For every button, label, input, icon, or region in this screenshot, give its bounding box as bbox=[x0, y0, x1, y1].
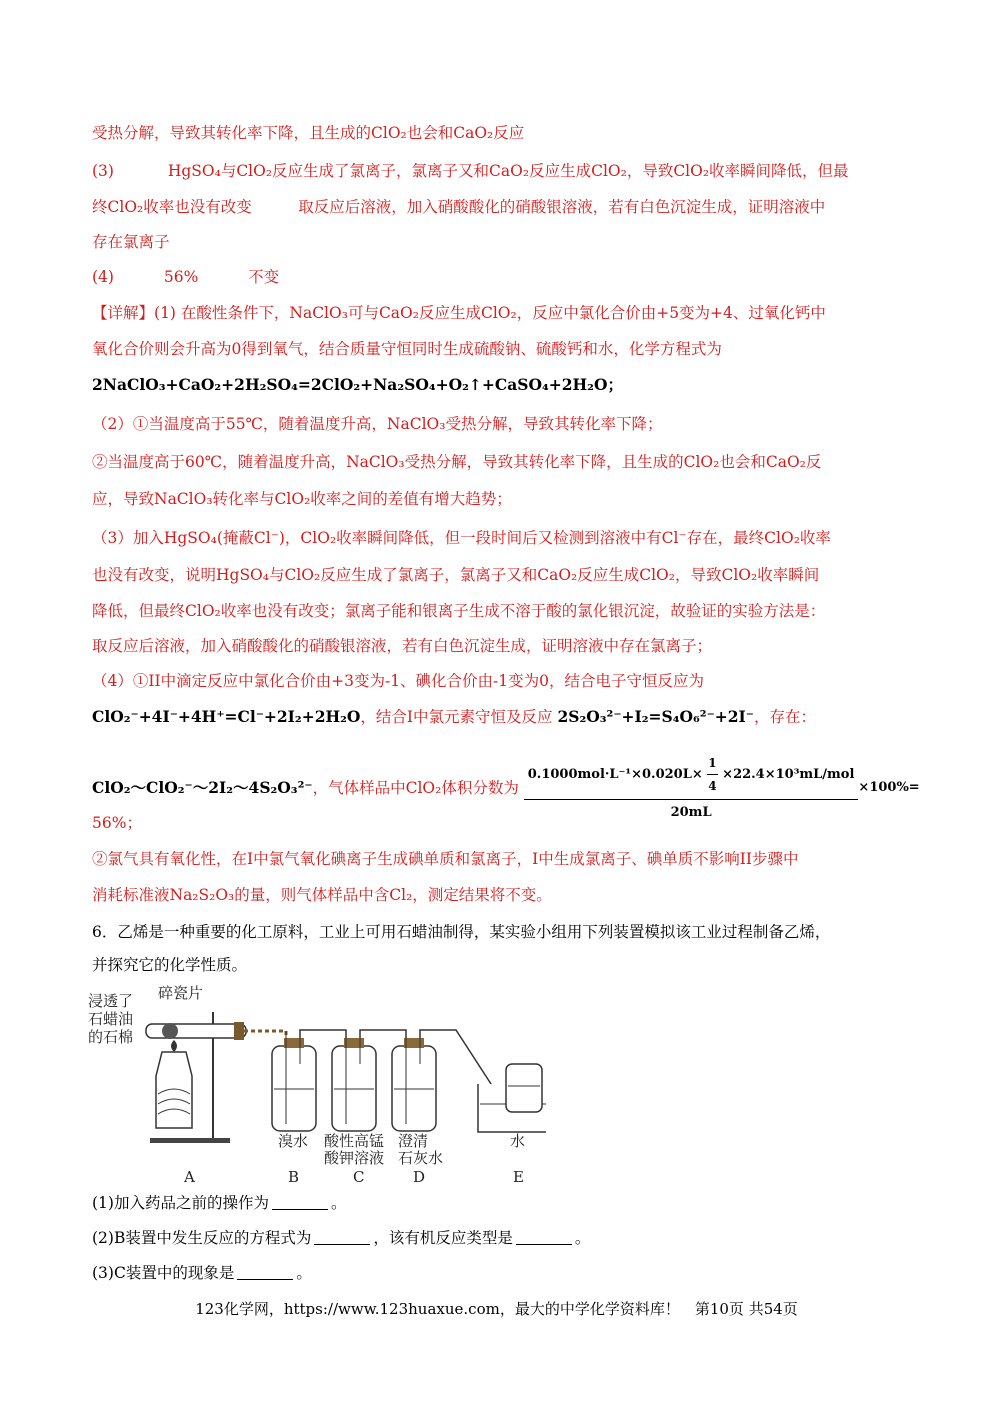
answer-line-5 bbox=[92, 266, 912, 288]
answer-value: 56% bbox=[163, 268, 199, 286]
answer-blank[interactable] bbox=[237, 1264, 293, 1280]
label-c-2: 酸钾溶液 bbox=[324, 1149, 385, 1167]
q6-stem-1: 6．乙烯是一种重要的化工原料，工业上可用石蜡油制得，某实验小组用下列装置模拟该工业过程制备乙烯， bbox=[92, 923, 831, 941]
q6-stem-2: 并探究它的化学性质。 bbox=[92, 956, 248, 974]
detail-p4f: 消耗标准液Na₂S₂O₃的量，则气体样品中含Cl₂，测定结果将不变。 bbox=[92, 886, 552, 904]
equation-2: ClO₂⁻+4I⁻+4H⁺=Cl⁻+2I₂+2H₂O bbox=[92, 707, 361, 726]
label-soaked-2: 石蜡油 bbox=[88, 1010, 134, 1028]
detail-p3a: （3）加入HgSO₄(掩蔽Cl⁻)，ClO₂收率瞬间降低，但一段时间后又检测到溶液中有Cl⁻存在，最终ClO₂收率 bbox=[92, 529, 831, 547]
detail-tag: 【详解】 bbox=[92, 304, 155, 322]
answer-number: (4) bbox=[92, 268, 114, 286]
label-porcelain: 碎瓷片 bbox=[158, 984, 204, 1002]
letter-d: D bbox=[413, 1168, 426, 1184]
letter-e: E bbox=[513, 1168, 524, 1184]
detail-p3b: 也没有改变，说明HgSO₄与ClO₂反应生成了氯离子，氯离子又和CaO₂反应生成ClO₂，导致ClO₂收率瞬间 bbox=[92, 566, 820, 584]
answer-blank[interactable] bbox=[516, 1229, 572, 1245]
detail-p1a: 【详解】(1) 在酸性条件下，NaClO₃可与CaO₂反应生成ClO₂，反应中氯化合价由+5变为+4、过氧化钙中 bbox=[92, 304, 826, 322]
label-d-1: 澄清 bbox=[398, 1132, 429, 1150]
detail-p4c: ClO₂～ClO₂⁻～2I₂～4S₂O₃²⁻，气体样品中ClO₂体积分数为 0.1000mol·L⁻¹×0.020L× $\frac{1}{4}$ ×22.4×10³mL/mol 20mL ×100%= bbox=[92, 752, 912, 802]
detail-p2b: ②当温度高于60℃，随着温度升高，NaClO₃受热分解，导致其转化率下降，且生成的ClO₂也会和CaO₂反 bbox=[92, 453, 822, 471]
label-soaked-1: 浸透了 bbox=[88, 992, 134, 1010]
detail-p4a: （4）①II中滴定反应中氯化合价由+3变为-1、碘化合价由-1变为0，结合电子守恒反应为 bbox=[92, 672, 705, 690]
bottle-b bbox=[272, 1038, 316, 1131]
answer-line-4: 存在氯离子 bbox=[92, 233, 170, 251]
answer-line-2 bbox=[92, 160, 912, 182]
detail-p3d: 取反应后溶液，加入硝酸酸化的硝酸银溶液，若有白色沉淀生成，证明溶液中存在氯离子； bbox=[92, 637, 713, 655]
q6-sub-2: (2)B装置中发生反应的方程式为 ，该有机反应类型是 。 bbox=[92, 1229, 591, 1247]
answer-line-1: 受热分解，导致其转化率下降，且生成的ClO₂也会和CaO₂反应 bbox=[92, 124, 525, 142]
answer-text: HgSO₄与ClO₂反应生成了氯离子，氯离子又和CaO₂反应生成ClO₂，导致ClO₂收率瞬间降低，但最 bbox=[167, 162, 849, 180]
equation-4: ClO₂～ClO₂⁻～2I₂～4S₂O₃²⁻ bbox=[92, 778, 313, 797]
label-b: 溴水 bbox=[278, 1132, 309, 1150]
letter-b: B bbox=[288, 1168, 300, 1184]
q6-sub-1: (1)加入药品之前的操作为 。 bbox=[92, 1194, 347, 1212]
detail-p3c: 降低，但最终ClO₂收率也没有改变；氯离子能和银离子生成不溶于酸的氯化银沉淀，故验证的实验方法是： bbox=[92, 602, 826, 620]
q6-sub-3: (3)C装置中的现象是 。 bbox=[92, 1264, 312, 1282]
detail-p4b: ClO₂⁻+4I⁻+4H⁺=Cl⁻+2I₂+2H₂O，结合I中氯元素守恒及反应 2S₂O₃²⁻+I₂=S₄O₆²⁻+2I⁻，存在： bbox=[92, 707, 816, 726]
answer-number: (3) bbox=[92, 162, 114, 180]
trough-e bbox=[478, 1064, 546, 1132]
detail-p2a: （2）①当温度高于55℃，随着温度升高，NaClO₃受热分解，导致其转化率下降； bbox=[92, 415, 663, 433]
letter-a: A bbox=[184, 1168, 195, 1184]
label-e: 水 bbox=[510, 1132, 526, 1150]
quarter-fraction: $\frac{1}{4}$ bbox=[707, 752, 717, 797]
detail-p4d: 56%； bbox=[92, 814, 142, 832]
equation-3: 2S₂O₃²⁻+I₂=S₄O₆²⁻+2I⁻ bbox=[557, 707, 754, 726]
detail-p4e: ②氯气具有氧化性，在I中氯气氧化碘离子生成碘单质和氯离子，I中生成氯离子、碘单质不影响II步骤中 bbox=[92, 850, 799, 868]
volume-fraction: 0.1000mol·L⁻¹×0.020L× $\frac{1}{4}$ ×22.4×10³mL/mol 20mL bbox=[524, 752, 859, 824]
detail-p2c: 应，导致NaClO₃转化率与ClO₂收率之间的差值有增大趋势； bbox=[92, 490, 512, 508]
label-c-1: 酸性高锰 bbox=[324, 1132, 385, 1150]
page-footer: 123化学网，https://www.123huaxue.com，最大的中学化学资料库！ 第10页 共54页 bbox=[195, 1300, 798, 1318]
label-soaked-3: 的石棉 bbox=[88, 1028, 134, 1046]
label-d-2: 石灰水 bbox=[398, 1149, 444, 1167]
bottle-d bbox=[392, 1038, 436, 1131]
bottle-c bbox=[332, 1038, 376, 1131]
apparatus-diagram bbox=[86, 984, 546, 1184]
answer-line-3: 终ClO₂收率也没有改变 取反应后溶液，加入硝酸酸化的硝酸银溶液，若有白色沉淀生成，证明溶液中 bbox=[92, 198, 826, 216]
detail-p1b: 氧化合价则会升高为0得到氧气，结合质量守恒同时生成硫酸钠、硫酸钙和水，化学方程式为 bbox=[92, 340, 722, 358]
answer-blank[interactable] bbox=[314, 1229, 370, 1245]
answer-value-2: 不变 bbox=[248, 268, 280, 286]
equation-1: 2NaClO₃+CaO₂+2H₂SO₄=2ClO₂+Na₂SO₄+O₂↑+CaSO₄+2H₂O； bbox=[92, 375, 623, 394]
letter-c: C bbox=[353, 1168, 365, 1184]
answer-blank[interactable] bbox=[272, 1194, 328, 1210]
